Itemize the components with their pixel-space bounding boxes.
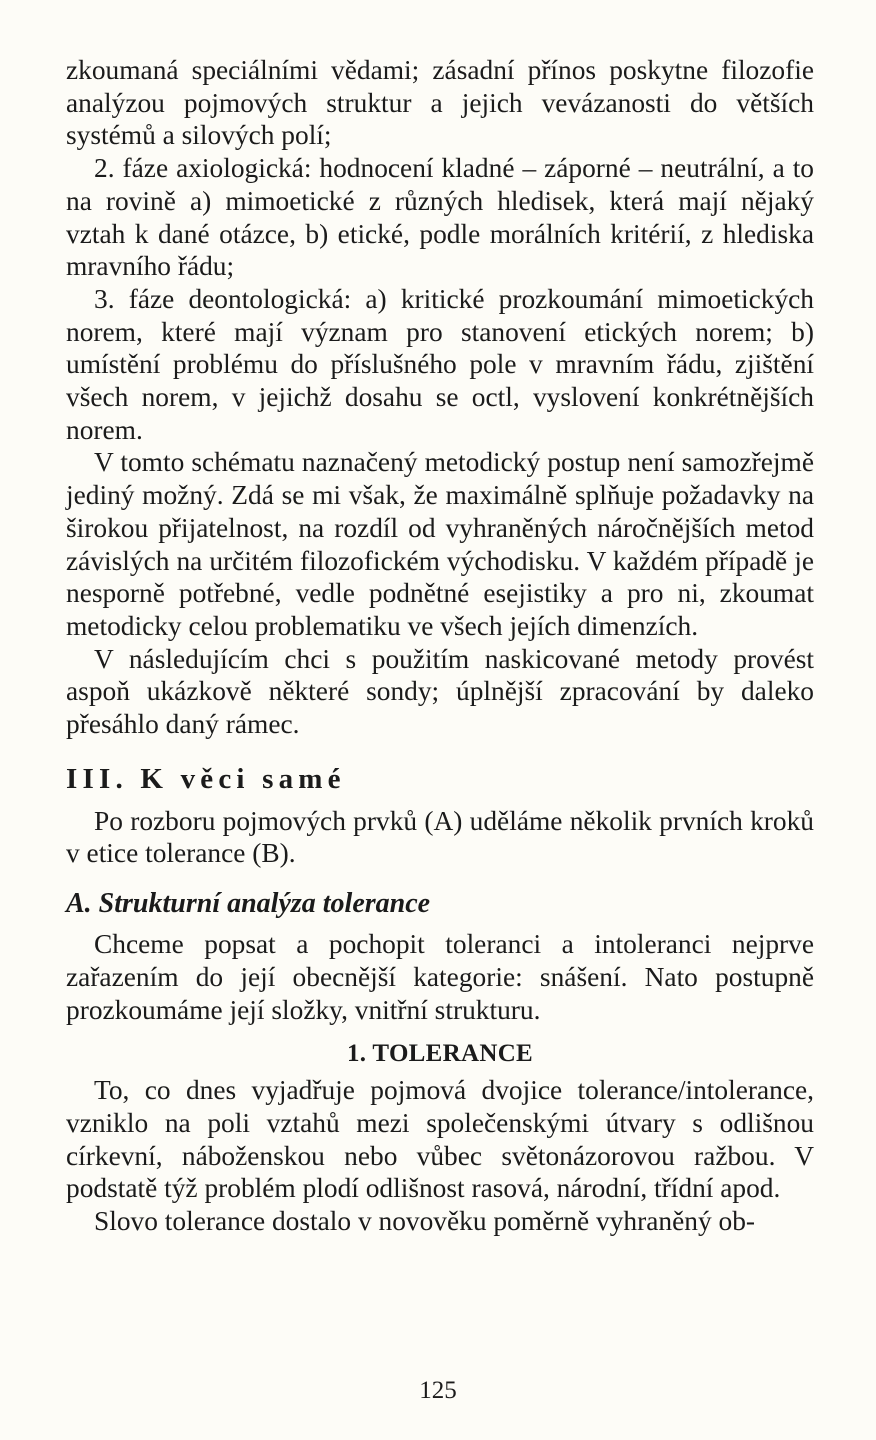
paragraph-deontological-phase: 3. fáze deontologická: a) kritické prozkoumání mimoetických norem, které mají význam pro stanovení etických norem; b) umístění problému do příslušného pole v mravním řádu, zjištění všech norem, v jejichž dosahu se octl, vyslovení konkrétnějších norem. <box>66 283 814 445</box>
section-heading: III. K věci samé <box>66 762 346 795</box>
paragraph-following-probes: V následujícím chci s použitím naskicované metody provést aspoň ukázkově některé sondy; úplnější zpracování by daleko přesáhlo daný rámec. <box>66 643 814 740</box>
subsection-heading: A. Strukturní analýza tolerance <box>66 888 431 920</box>
page-number: 125 <box>419 1377 457 1404</box>
paragraph-method-schema: V tomto schématu naznačený metodický postup není samozřejmě jediný možný. Zdá se mi však, že maximálně splňuje požadavky na širokou přijatelnost, na rozdíl od vyhraněných náročnějších metod závislých na určitém filozofickém východisku. V každém případě je nesporně potřebné, vedle podnětné esejistiky a pro ni, zkoumat metodicky celou problematiku ve všech jejích dimenzích. <box>66 447 814 641</box>
paragraph-tolerance-word: Slovo tolerance dostalo v novověku poměrně vyhraněný ob- <box>94 1206 756 1237</box>
paragraph-section-intro: Po rozboru pojmových prvků (A) uděláme několik prvních kroků v etice tolerance (B). <box>66 805 814 869</box>
paragraph-subsection-text: Chceme popsat a pochopit toleranci a intoleranci nejprve zařazením do její obecnější kategorie: snášení. Nato postupně prozkoumáme její složky, vnitřní strukturu. <box>66 929 814 1025</box>
paragraph-tolerance-origin: To, co dnes vyjadřuje pojmová dvojice tolerance/intolerance, vzniklo na poli vztahů mezi společenskými útvary s odlišnou církevní, náboženskou nebo vůbec světonázorovou ražbou. V podstatě týž problém plodí odlišnost rasová, národní, třídní apod. <box>66 1075 814 1204</box>
topic-heading: 1. TOLERANCE <box>346 1040 534 1068</box>
page-body <box>66 54 814 1238</box>
paragraph-continuation: zkoumaná speciálními vědami; zásadní přínos poskytne filozofie analýzou pojmových struktur a jejich vevázanosti do větších systémů a silových polí; <box>66 55 814 151</box>
paragraph-axiological-phase: 2. fáze axiologická: hodnocení kladné – záporné – neutrální, a to na rovině a) mimoetické z různých hledisek, která mají nějaký vztah k dané otázce, b) etické, podle morálních kritérií, z hlediska mravního řádu; <box>66 153 814 282</box>
